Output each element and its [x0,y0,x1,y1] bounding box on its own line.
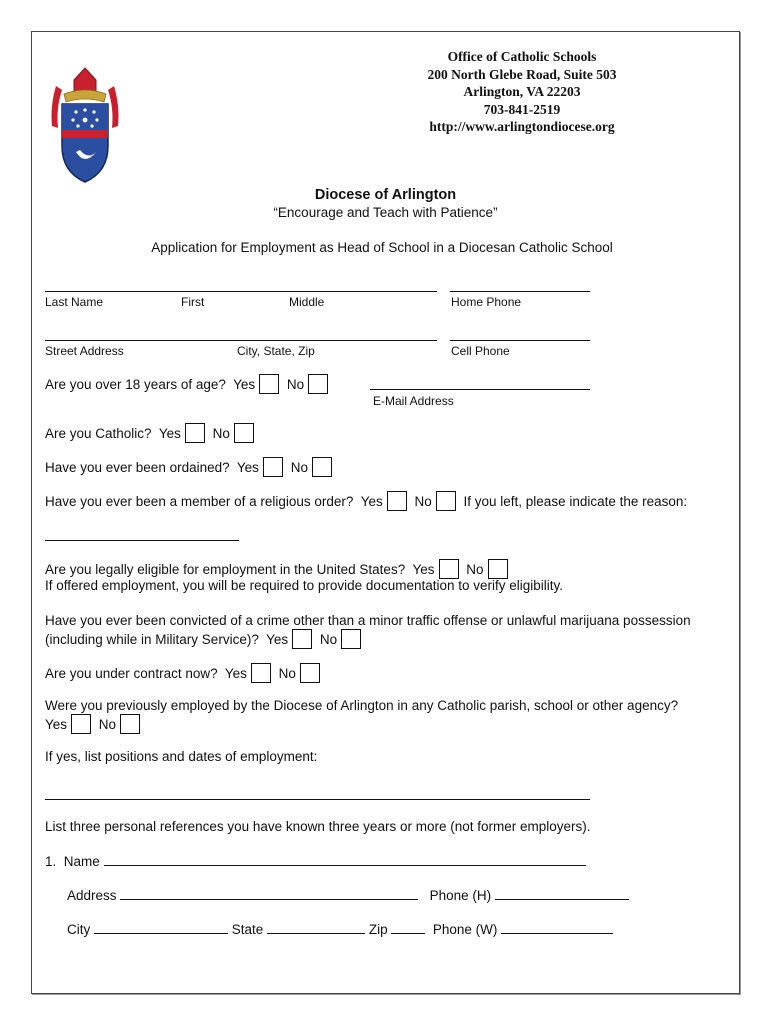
reference-state-field[interactable] [267,921,365,934]
eligible-question [45,559,512,579]
reference-address-label: Address [67,888,117,903]
contract-no-checkbox[interactable] [300,663,320,683]
religious-order-no-label: No [414,494,432,509]
email-line[interactable] [370,389,590,390]
age-question [45,374,332,394]
eligible-yes-label: Yes [412,562,435,577]
reference-state-label: State [231,922,264,937]
reference-phone-h-label: Phone (H) [429,888,492,903]
left-reason-text: If you left, please indicate the reason: [463,494,688,509]
previously-employed-no-checkbox[interactable] [120,714,140,734]
home-phone-line[interactable] [450,291,590,292]
previously-employed-yes-checkbox[interactable] [71,714,91,734]
eligible-no-checkbox[interactable] [488,559,508,579]
reference-city-row [67,921,613,937]
eligible-question-text: Are you legally eligible for employment in the United States? [45,562,406,577]
convicted-question-line1: Have you ever been convicted of a crime other than a minor traffic offense or unlawful marijuana possession [45,613,691,628]
reference-zip-label: Zip [368,922,388,937]
convicted-yes-checkbox[interactable] [292,629,312,649]
reference-city-label: City [67,922,91,937]
application-page [31,31,740,994]
religious-order-question-text: Have you ever been a member of a religious order? [45,494,354,509]
ordained-yes-checkbox[interactable] [263,457,283,477]
contract-question [45,663,324,683]
ordained-yes-label: Yes [236,460,259,475]
office-url[interactable]: http://www.arlingtondiocese.org [429,119,615,134]
convicted-no-label: No [319,632,338,647]
catholic-question [45,423,258,443]
convicted-question [45,629,365,649]
diocese-crest-logo [44,66,126,186]
reference-city-field[interactable] [94,921,228,934]
reference-phone-h-field[interactable] [495,887,629,900]
home-phone-label: Home Phone [451,295,522,309]
last-name-label: Last Name [45,295,104,309]
religious-order-no-checkbox[interactable] [436,491,456,511]
catholic-no-label: No [212,426,230,441]
contract-no-label: No [278,666,296,681]
middle-name-label: Middle [289,295,325,309]
catholic-yes-checkbox[interactable] [185,423,205,443]
motto: “Encourage and Teach with Patience” [273,205,498,220]
age-no-checkbox[interactable] [308,374,328,394]
age-question-text: Are you over 18 years of age? [45,377,226,392]
name-line[interactable] [45,291,437,292]
reference-zip-field[interactable] [391,921,425,934]
eligible-note: If offered employment, you will be required to provide documentation to verify eligibility. [45,578,564,593]
office-city: Arlington, VA 22203 [463,84,581,99]
catholic-question-text: Are you Catholic? [45,426,152,441]
ordained-no-checkbox[interactable] [312,457,332,477]
previously-employed-no-label: No [98,717,117,732]
office-phone: 703-841-2519 [483,101,561,117]
age-yes-label: Yes [233,377,256,392]
catholic-no-checkbox[interactable] [234,423,254,443]
city-state-zip-label: City, State, Zip [237,344,315,358]
cell-phone-label: Cell Phone [451,344,510,358]
office-name: Office of Catholic Schools [447,49,597,64]
convicted-yes-label: Yes [266,632,289,647]
reference-name-row [45,853,586,869]
reference-address-row [67,887,629,903]
diocese-title: Diocese of Arlington [314,187,457,203]
reference-name-field[interactable] [104,853,586,866]
contract-question-text: Are you under contract now? [45,666,218,681]
religious-order-yes-checkbox[interactable] [387,491,407,511]
religious-order-question [45,491,687,511]
contract-yes-checkbox[interactable] [251,663,271,683]
reference-number: 1. [45,854,57,869]
positions-line[interactable] [45,799,590,800]
left-reason-line[interactable] [45,540,239,541]
first-name-label: First [181,295,205,309]
religious-order-yes-label: Yes [360,494,383,509]
ordained-no-label: No [290,460,308,475]
cell-phone-line[interactable] [450,340,590,341]
email-label: E-Mail Address [373,394,454,408]
previously-employed-question-text: Were you previously employed by the Diocese of Arlington in any Catholic parish, school or other agency? [45,698,679,713]
age-yes-checkbox[interactable] [259,374,279,394]
reference-phone-w-field[interactable] [501,921,613,934]
application-title: Application for Employment as Head of School in a Diocesan Catholic School [151,240,613,255]
address-line[interactable] [45,340,437,341]
previously-employed-options [45,714,144,734]
ordained-question [45,457,336,477]
contract-yes-label: Yes [224,666,247,681]
eligible-yes-checkbox[interactable] [439,559,459,579]
reference-address-field[interactable] [120,887,418,900]
previously-employed-yes-label: Yes [45,717,68,732]
reference-name-label: Name [63,854,100,869]
convicted-no-checkbox[interactable] [341,629,361,649]
positions-prompt: If yes, list positions and dates of employment: [45,749,318,764]
street-address-label: Street Address [45,344,124,358]
eligible-no-label: No [466,562,484,577]
references-prompt: List three personal references you have known three years or more (not former employers). [45,819,591,834]
ordained-question-text: Have you ever been ordained? [45,460,230,475]
office-street: 200 North Glebe Road, Suite 503 [427,66,617,82]
catholic-yes-label: Yes [158,426,181,441]
age-no-label: No [286,377,305,392]
convicted-question-text: (including while in Military Service)? [45,632,259,647]
reference-phone-w-label: Phone (W) [432,922,498,937]
